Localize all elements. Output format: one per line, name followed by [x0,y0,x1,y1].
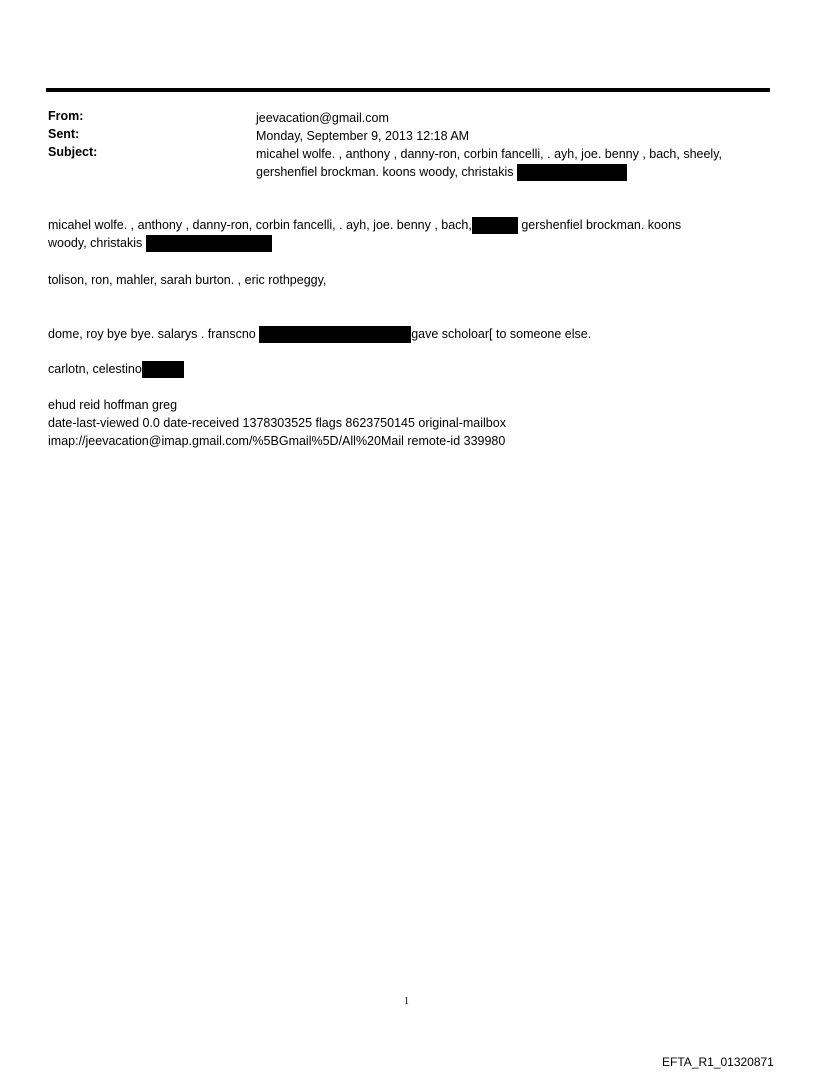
body-paragraph-1-line-1 [48,216,748,234]
body-text: dome, roy bye bye. salarys . franscno [48,327,256,341]
body-paragraph-5 [48,396,748,450]
body-paragraph-1-line-2 [48,234,748,252]
redaction-block [259,326,411,343]
body-text: micahel wolfe. , anthony , danny-ron, corbin fancelli, . ayh, joe. benny , bach, [48,218,472,232]
subject-line-2-text: gershenfiel brockman. koons woody, christakis [256,165,514,179]
body-paragraph-1 [48,216,748,252]
body-paragraph-2: tolison, ron, mahler, sarah burton. , eric rothpeggy, [48,273,327,287]
redaction-block [146,235,272,252]
body-paragraph-5-line-3: imap://jeevacation@imap.gmail.com/%5BGmail%5D/All%20Mail remote-id 339980 [48,434,506,448]
document-id: EFTA_R1_01320871 [662,1055,774,1069]
subject-line-1: micahel wolfe. , anthony , danny-ron, corbin fancelli, . ayh, joe. benny , bach, sheely, [256,147,723,161]
from-label: From: [48,109,84,123]
header-divider [46,88,770,92]
subject-label: Subject: [48,145,98,159]
body-paragraph-3 [48,325,748,343]
body-paragraph-5-line-1: ehud reid hoffman greg [48,398,178,412]
body-text: gershenfiel brockman. koons [521,218,682,232]
body-text: carlotn, celestino [48,362,142,376]
body-text: woody, christakis [48,236,143,251]
redaction-block [472,217,518,234]
from-value: jeevacation@gmail.com [256,111,389,125]
body-paragraph-5-line-2: date-last-viewed 0.0 date-received 1378303525 flags 8623750145 original-mailbox [48,416,506,430]
body-text: gave scholoar[ to someone else. [411,327,592,341]
body-paragraph-4 [48,360,748,378]
redaction-block [142,361,184,378]
page-number: 1 [404,996,409,1007]
sent-value: Monday, September 9, 2013 12:18 AM [256,129,470,143]
sent-label: Sent: [48,127,80,141]
subject-value [256,145,766,181]
redaction-block [517,164,627,181]
subject-line-2 [256,163,766,181]
